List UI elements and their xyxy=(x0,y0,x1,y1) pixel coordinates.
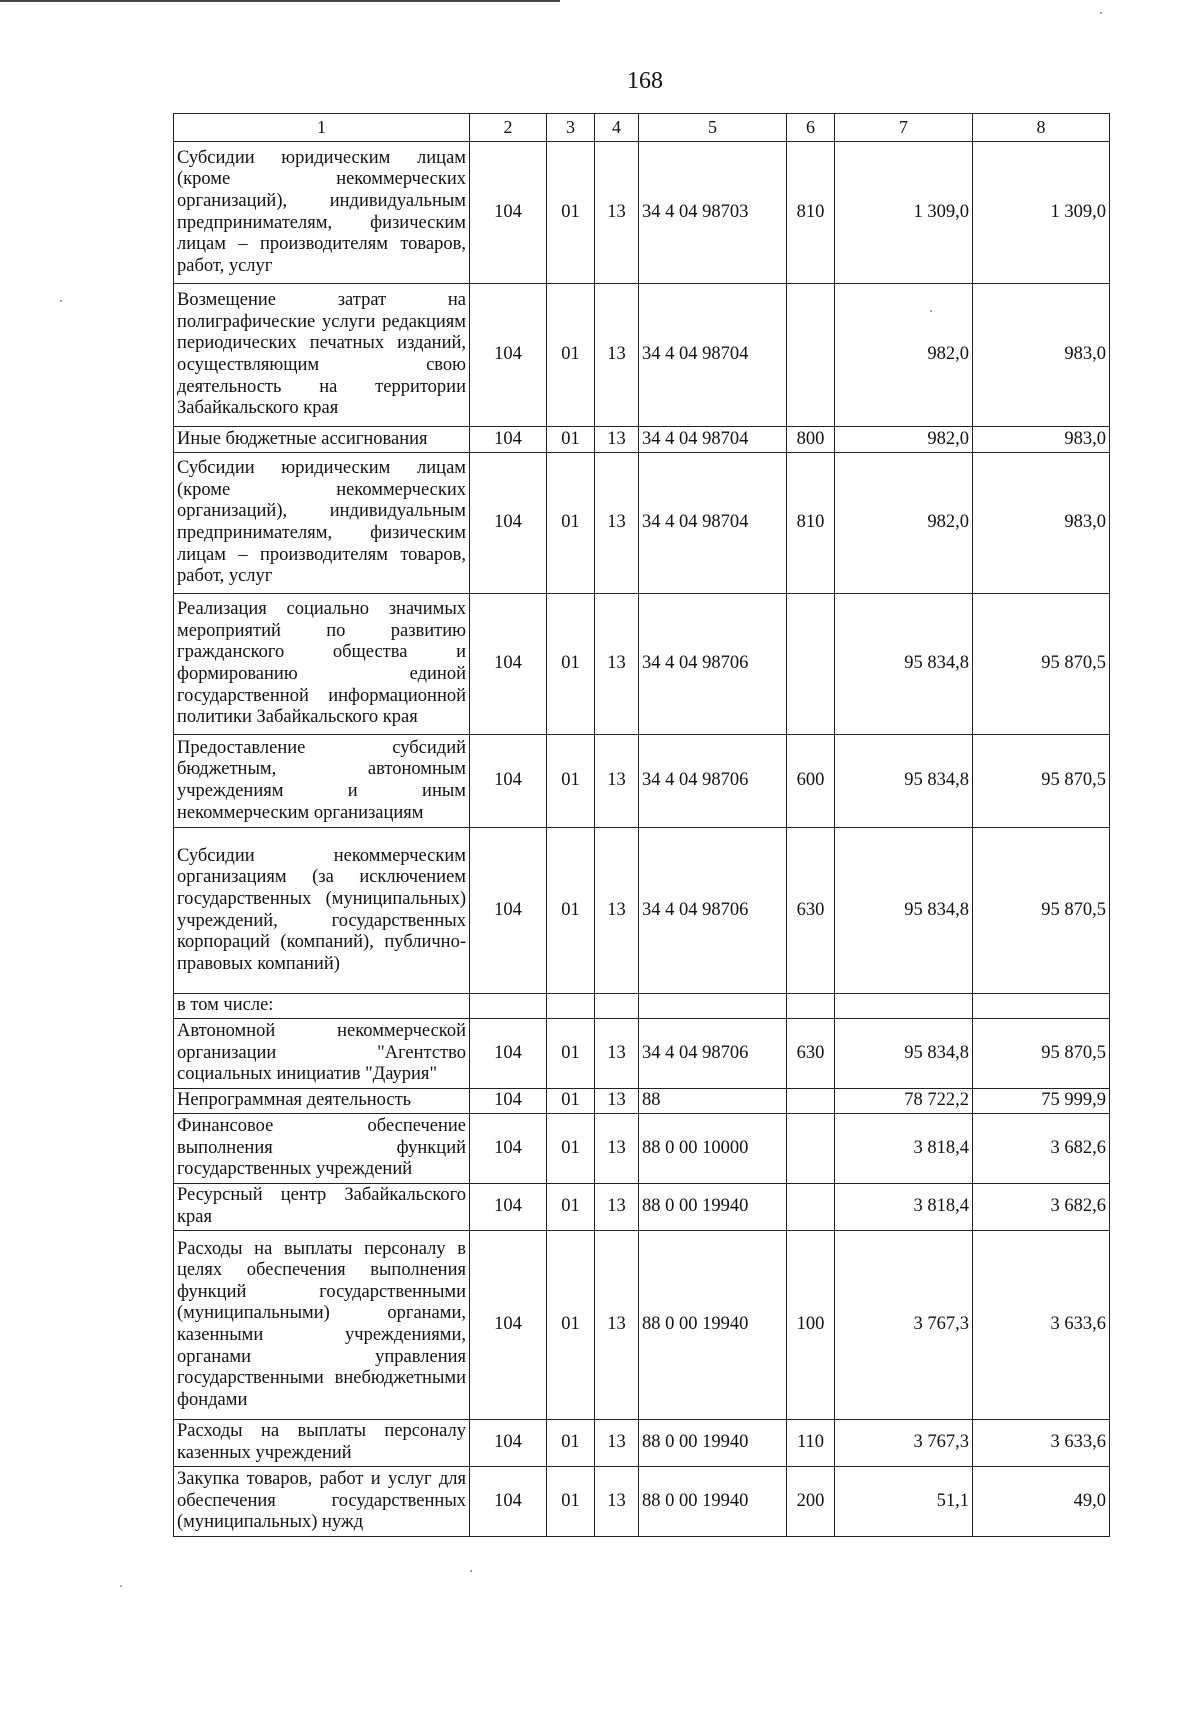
row-name: Непрограммная деятельность xyxy=(174,1089,470,1114)
row-col-3: 01 xyxy=(547,427,595,453)
row-col-4: 13 xyxy=(595,453,639,594)
row-col-5: 34 4 04 98706 xyxy=(639,594,787,735)
row-col-4 xyxy=(595,994,639,1019)
header-col-1: 1 xyxy=(174,114,470,142)
row-name: Автономной некоммерческой организации "Агентство социальных инициатив "Даурия" xyxy=(174,1019,470,1089)
row-col-8: 3 682,6 xyxy=(973,1184,1110,1231)
row-col-8: 1 309,0 xyxy=(973,142,1110,284)
row-col-2 xyxy=(470,994,547,1019)
table-row xyxy=(174,1231,1110,1420)
row-col-4: 13 xyxy=(595,1420,639,1467)
row-col-5: 88 0 00 10000 xyxy=(639,1114,787,1184)
row-name: Расходы на выплаты персоналу казенных учреждений xyxy=(174,1420,470,1467)
scan-speck xyxy=(60,300,62,302)
page-number: 168 xyxy=(627,68,663,94)
row-col-2: 104 xyxy=(470,427,547,453)
row-col-4: 13 xyxy=(595,284,639,427)
row-name: Субсидии юридическим лицам (кроме некоммерческих организаций), индивидуальным предпринимателям, физическим лицам – производителям товаров, работ, услуг xyxy=(174,142,470,284)
row-name: Субсидии юридическим лицам (кроме некоммерческих организаций), индивидуальным предпринимателям, физическим лицам – производителям товаров, работ, услуг xyxy=(174,453,470,594)
header-col-2: 2 xyxy=(470,114,547,142)
row-col-3 xyxy=(547,994,595,1019)
row-col-4: 13 xyxy=(595,1114,639,1184)
row-col-8: 983,0 xyxy=(973,284,1110,427)
row-col-4: 13 xyxy=(595,427,639,453)
scan-speck xyxy=(120,1585,122,1587)
row-col-2: 104 xyxy=(470,735,547,828)
row-col-2: 104 xyxy=(470,1467,547,1537)
row-col-8: 75 999,9 xyxy=(973,1089,1110,1114)
row-col-7: 982,0 xyxy=(835,284,973,427)
header-col-6: 6 xyxy=(787,114,835,142)
row-name: Финансовое обеспечение выполнения функций государственных учреждений xyxy=(174,1114,470,1184)
scan-speck xyxy=(1100,12,1102,14)
row-col-6 xyxy=(787,1184,835,1231)
row-col-5: 34 4 04 98706 xyxy=(639,1019,787,1089)
row-col-6 xyxy=(787,284,835,427)
row-col-7: 95 834,8 xyxy=(835,828,973,994)
row-col-4: 13 xyxy=(595,1184,639,1231)
row-col-5: 34 4 04 98704 xyxy=(639,427,787,453)
row-col-8: 95 870,5 xyxy=(973,1019,1110,1089)
table-row xyxy=(174,1089,1110,1114)
row-col-7: 3 767,3 xyxy=(835,1420,973,1467)
row-name: Расходы на выплаты персоналу в целях обеспечения выполнения функций государственными (муниципальными) органами, казенными учреждениями, органами управления государственными внебюджетными фондами xyxy=(174,1231,470,1420)
row-col-6: 810 xyxy=(787,453,835,594)
table-row xyxy=(174,828,1110,994)
row-col-4: 13 xyxy=(595,1231,639,1420)
row-col-6 xyxy=(787,1114,835,1184)
scan-speck xyxy=(930,310,932,312)
row-col-7: 1 309,0 xyxy=(835,142,973,284)
row-col-8: 983,0 xyxy=(973,453,1110,594)
row-col-6: 800 xyxy=(787,427,835,453)
row-col-5: 88 0 00 19940 xyxy=(639,1420,787,1467)
row-col-7: 982,0 xyxy=(835,427,973,453)
header-col-3: 3 xyxy=(547,114,595,142)
row-col-7: 95 834,8 xyxy=(835,735,973,828)
budget-table xyxy=(173,113,1110,1537)
row-col-6 xyxy=(787,594,835,735)
header-col-4: 4 xyxy=(595,114,639,142)
row-col-2: 104 xyxy=(470,1089,547,1114)
table-row xyxy=(174,453,1110,594)
row-col-8 xyxy=(973,994,1110,1019)
header-row xyxy=(174,114,1110,142)
row-name: Субсидии некоммерческим организациям (за исключением государственных (муниципальных) учреждений, государственных корпораций (компаний), публично-правовых компаний) xyxy=(174,828,470,994)
row-col-6: 110 xyxy=(787,1420,835,1467)
row-col-3: 01 xyxy=(547,1089,595,1114)
row-col-7: 3 767,3 xyxy=(835,1231,973,1420)
row-col-7: 3 818,4 xyxy=(835,1114,973,1184)
row-col-7: 982,0 xyxy=(835,453,973,594)
row-col-6: 630 xyxy=(787,1019,835,1089)
row-col-3: 01 xyxy=(547,735,595,828)
row-col-4: 13 xyxy=(595,1089,639,1114)
row-col-5 xyxy=(639,994,787,1019)
row-col-2: 104 xyxy=(470,828,547,994)
row-col-2: 104 xyxy=(470,1184,547,1231)
row-col-5: 34 4 04 98706 xyxy=(639,828,787,994)
row-col-8: 49,0 xyxy=(973,1467,1110,1537)
row-col-6: 600 xyxy=(787,735,835,828)
top-scan-line xyxy=(0,0,560,2)
row-col-5: 88 xyxy=(639,1089,787,1114)
row-col-3: 01 xyxy=(547,1467,595,1537)
row-col-6: 810 xyxy=(787,142,835,284)
row-col-3: 01 xyxy=(547,1019,595,1089)
table-row xyxy=(174,1184,1110,1231)
row-col-8: 95 870,5 xyxy=(973,828,1110,994)
row-col-8: 95 870,5 xyxy=(973,735,1110,828)
row-col-4: 13 xyxy=(595,594,639,735)
header-col-5: 5 xyxy=(639,114,787,142)
row-col-8: 3 682,6 xyxy=(973,1114,1110,1184)
row-col-2: 104 xyxy=(470,1114,547,1184)
row-col-3: 01 xyxy=(547,1420,595,1467)
row-col-3: 01 xyxy=(547,453,595,594)
row-col-4: 13 xyxy=(595,142,639,284)
row-name: Иные бюджетные ассигнования xyxy=(174,427,470,453)
row-col-5: 34 4 04 98703 xyxy=(639,142,787,284)
row-col-6 xyxy=(787,994,835,1019)
table-row xyxy=(174,1467,1110,1537)
row-col-4: 13 xyxy=(595,828,639,994)
row-col-8: 983,0 xyxy=(973,427,1110,453)
row-col-8: 95 870,5 xyxy=(973,594,1110,735)
row-col-5: 88 0 00 19940 xyxy=(639,1184,787,1231)
row-col-7 xyxy=(835,994,973,1019)
row-col-5: 34 4 04 98704 xyxy=(639,284,787,427)
table-row xyxy=(174,284,1110,427)
row-col-7: 95 834,8 xyxy=(835,594,973,735)
row-name: Реализация социально значимых мероприятий по развитию гражданского общества и формированию единой государственной информационной политики Забайкальского края xyxy=(174,594,470,735)
row-col-5: 88 0 00 19940 xyxy=(639,1231,787,1420)
row-col-2: 104 xyxy=(470,1420,547,1467)
row-col-2: 104 xyxy=(470,1019,547,1089)
table-row xyxy=(174,1019,1110,1089)
row-col-6: 100 xyxy=(787,1231,835,1420)
row-name: в том числе: xyxy=(174,994,470,1019)
row-col-3: 01 xyxy=(547,142,595,284)
row-col-8: 3 633,6 xyxy=(973,1420,1110,1467)
row-col-4: 13 xyxy=(595,1019,639,1089)
table-row xyxy=(174,142,1110,284)
row-col-2: 104 xyxy=(470,453,547,594)
row-name: Возмещение затрат на полиграфические услуги редакциям периодических печатных изданий, осуществляющим свою деятельность на территории Забайкальского края xyxy=(174,284,470,427)
scan-speck xyxy=(470,1570,472,1572)
table-row xyxy=(174,427,1110,453)
row-col-5: 88 0 00 19940 xyxy=(639,1467,787,1537)
row-col-3: 01 xyxy=(547,828,595,994)
row-col-2: 104 xyxy=(470,284,547,427)
row-col-7: 95 834,8 xyxy=(835,1019,973,1089)
header-col-8: 8 xyxy=(973,114,1110,142)
row-col-6: 630 xyxy=(787,828,835,994)
row-col-7: 3 818,4 xyxy=(835,1184,973,1231)
row-name: Предоставление субсидий бюджетным, автономным учреждениям и иным некоммерческим организациям xyxy=(174,735,470,828)
header-col-7: 7 xyxy=(835,114,973,142)
row-col-3: 01 xyxy=(547,284,595,427)
row-col-4: 13 xyxy=(595,1467,639,1537)
row-col-6: 200 xyxy=(787,1467,835,1537)
row-col-7: 51,1 xyxy=(835,1467,973,1537)
row-name: Ресурсный центр Забайкальского края xyxy=(174,1184,470,1231)
row-col-6 xyxy=(787,1089,835,1114)
row-col-3: 01 xyxy=(547,1231,595,1420)
row-col-2: 104 xyxy=(470,142,547,284)
table-row xyxy=(174,735,1110,828)
row-col-2: 104 xyxy=(470,594,547,735)
row-col-7: 78 722,2 xyxy=(835,1089,973,1114)
row-col-2: 104 xyxy=(470,1231,547,1420)
row-name: Закупка товаров, работ и услуг для обеспечения государственных (муниципальных) нужд xyxy=(174,1467,470,1537)
row-col-3: 01 xyxy=(547,1114,595,1184)
row-col-3: 01 xyxy=(547,1184,595,1231)
row-col-3: 01 xyxy=(547,594,595,735)
row-col-8: 3 633,6 xyxy=(973,1231,1110,1420)
table-row xyxy=(174,1420,1110,1467)
table-row xyxy=(174,994,1110,1019)
row-col-5: 34 4 04 98704 xyxy=(639,453,787,594)
row-col-5: 34 4 04 98706 xyxy=(639,735,787,828)
row-col-4: 13 xyxy=(595,735,639,828)
table-row xyxy=(174,594,1110,735)
table-row xyxy=(174,1114,1110,1184)
